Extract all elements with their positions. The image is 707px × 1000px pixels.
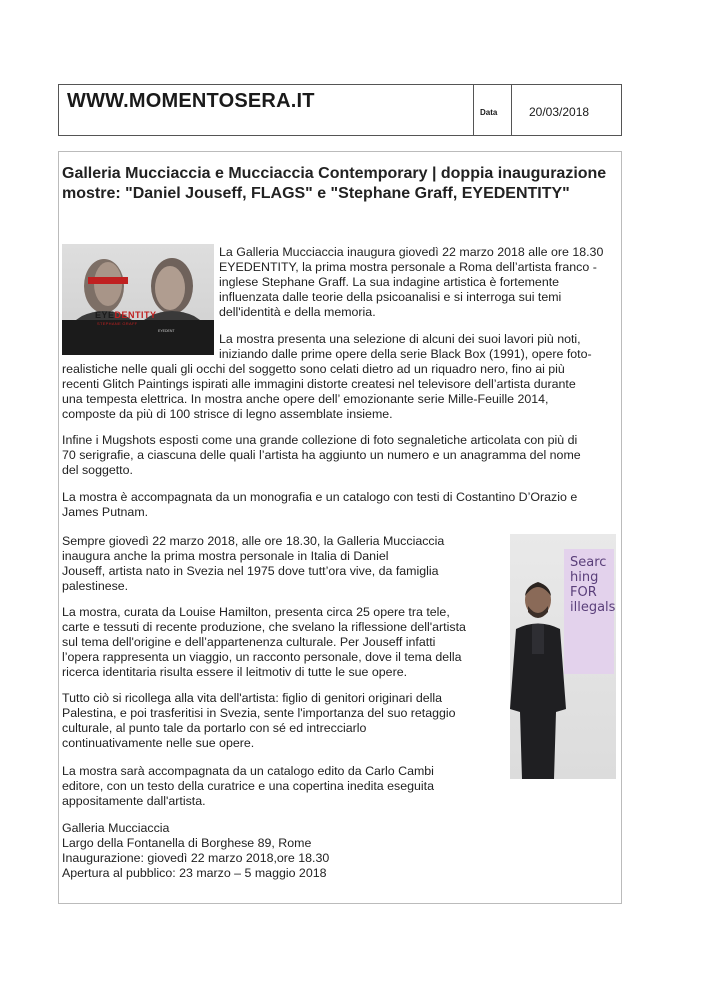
venue-info: [62, 821, 507, 881]
text-line: carte e tessuti di recente produzione, che svelano la riflessione dell'artista: [62, 620, 466, 634]
poster-subtitle: STEPHANE GRAFF: [97, 321, 138, 326]
venue-address: Largo della Fontanella di Borghese 89, Rome: [62, 836, 312, 850]
opening-info: Inaugurazione: giovedì 22 marzo 2018,ore 18.30: [62, 851, 330, 865]
text-line: Jouseff, artista nato in Svezia nel 1975 dove tutt’ora vive, da famiglia: [62, 564, 439, 578]
text-line: influenzata dalle teorie della psicoanalisi e si interroga sui temi: [219, 290, 562, 304]
paragraph-8: [62, 764, 507, 809]
text-line: Sempre giovedì 22 marzo 2018, alle ore 18.30, la Galleria Mucciaccia: [62, 534, 445, 548]
text-line: una tempesta elettrica. In mostra anche opere dell’ emozionante serie Mille-Feuille 2014,: [62, 392, 549, 406]
eyedentity-poster-image: [62, 244, 214, 355]
text-line: iniziando dalle prime opere della serie Black Box (1991), opere foto-: [219, 347, 592, 361]
sign-text-line: Searc: [570, 555, 607, 570]
text-line: inaugura anche la prima mostra personale in Italia di Daniel: [62, 549, 389, 563]
poster-bottom-bar: [62, 320, 214, 355]
text-line: palestinese.: [62, 579, 129, 593]
text-line: appositamente dall'artista.: [62, 794, 206, 808]
paragraph-7: [62, 691, 507, 751]
text-line: James Putnam.: [62, 505, 149, 519]
artist-photo-image: [510, 534, 616, 779]
text-line: EYEDENTITY, la prima mostra personale a Roma dell’artista franco -: [219, 260, 597, 274]
text-line: inglese Stephane Graff. La sua indagine artistica è fortemente: [219, 275, 560, 289]
text-line: La mostra, curata da Louise Hamilton, presenta circa 25 opere tra tele,: [62, 605, 450, 619]
poster-logo: EYEDENTITY: [95, 310, 157, 320]
paragraph-2-full: [62, 362, 614, 422]
text-line: editore, con un testo della curatrice e una copertina inedita eseguita: [62, 779, 434, 793]
text-line: Palestina, e poi trasferitisi in Svezia, sente l'importanza del suo retaggio: [62, 706, 456, 720]
text-line: l’opera rappresenta un viaggio, un racconto personale, dove il tema della: [62, 650, 462, 664]
text-line: ricerca identitaria risulta essere il leitmotiv di tutte le sue opere.: [62, 665, 408, 679]
searching-for-illegals-sign: [564, 549, 614, 674]
header-divider: [473, 85, 474, 135]
poster-small-text: EYEDENT: [158, 329, 175, 333]
sign-text-line: hing: [570, 570, 599, 585]
article-title: Galleria Mucciaccia e Mucciaccia Contemporary | doppia inaugurazione mostre: "Daniel Jouseff, FLAGS" e "Stephane Graff, EYEDENTITY": [62, 165, 607, 202]
text-line: del soggetto.: [62, 463, 133, 477]
text-line: composte da più di 100 strisce di legno assemblate insieme.: [62, 407, 393, 421]
text-line: culturale, al punto tale da portarlo con sé ed intrecciarlo: [62, 721, 367, 735]
paragraph-6: [62, 605, 507, 680]
text-line: La mostra presenta una selezione di alcuni dei suoi lavori più noti,: [219, 332, 581, 346]
text-line: 70 serigrafie, a ciascuna delle quali l’artista ha aggiunto un numero e un anagramma del nome: [62, 448, 581, 462]
paragraph-1: [219, 245, 614, 320]
venue-name: Galleria Mucciaccia: [62, 821, 170, 835]
text-line: La mostra è accompagnata da un monografia e un catalogo con testi di Costantino D’Orazio e: [62, 490, 578, 504]
text-line: recenti Glitch Paintings ispirati alle immagini distorte createsi nel televisore dell’artista durante: [62, 377, 576, 391]
text-line: Tutto ciò si ricollega alla vita dell'artista: figlio di genitori originari della: [62, 691, 443, 705]
sign-text-line: FOR: [570, 585, 597, 600]
paragraph-4: [62, 490, 614, 520]
paragraph-5: [62, 534, 502, 594]
text-line: dell'identità e della memoria.: [219, 305, 376, 319]
text-line: Infine i Mugshots esposti come una grande collezione di foto segnaletiche articolata con più di: [62, 433, 578, 447]
date-label: Data: [480, 108, 498, 117]
text-line: realistiche nelle quali gli occhi del soggetto sono celati dietro ad un riquadro nero, fino ai più: [62, 362, 565, 376]
site-name[interactable]: WWW.MOMENTOSERA.IT: [67, 90, 315, 112]
date-value: 20/03/2018: [529, 105, 590, 119]
paragraph-3: [62, 433, 614, 478]
sign-text-line: illegals: [570, 600, 616, 615]
text-line: sul tema dell'origine e dell’appartenenza culturale. Per Jouseff infatti: [62, 635, 436, 649]
header-divider: [511, 85, 512, 135]
public-opening-dates: Apertura al pubblico: 23 marzo – 5 maggio 2018: [62, 866, 327, 880]
text-line: continuativamente nelle sue opere.: [62, 736, 255, 750]
header-box: [58, 84, 622, 136]
text-line: La Galleria Mucciaccia inaugura giovedì 22 marzo 2018 alle ore 18.30: [219, 245, 604, 259]
text-line: La mostra sarà accompagnata da un catalogo edito da Carlo Cambi: [62, 764, 434, 778]
paragraph-2-wrapped: [219, 332, 614, 362]
